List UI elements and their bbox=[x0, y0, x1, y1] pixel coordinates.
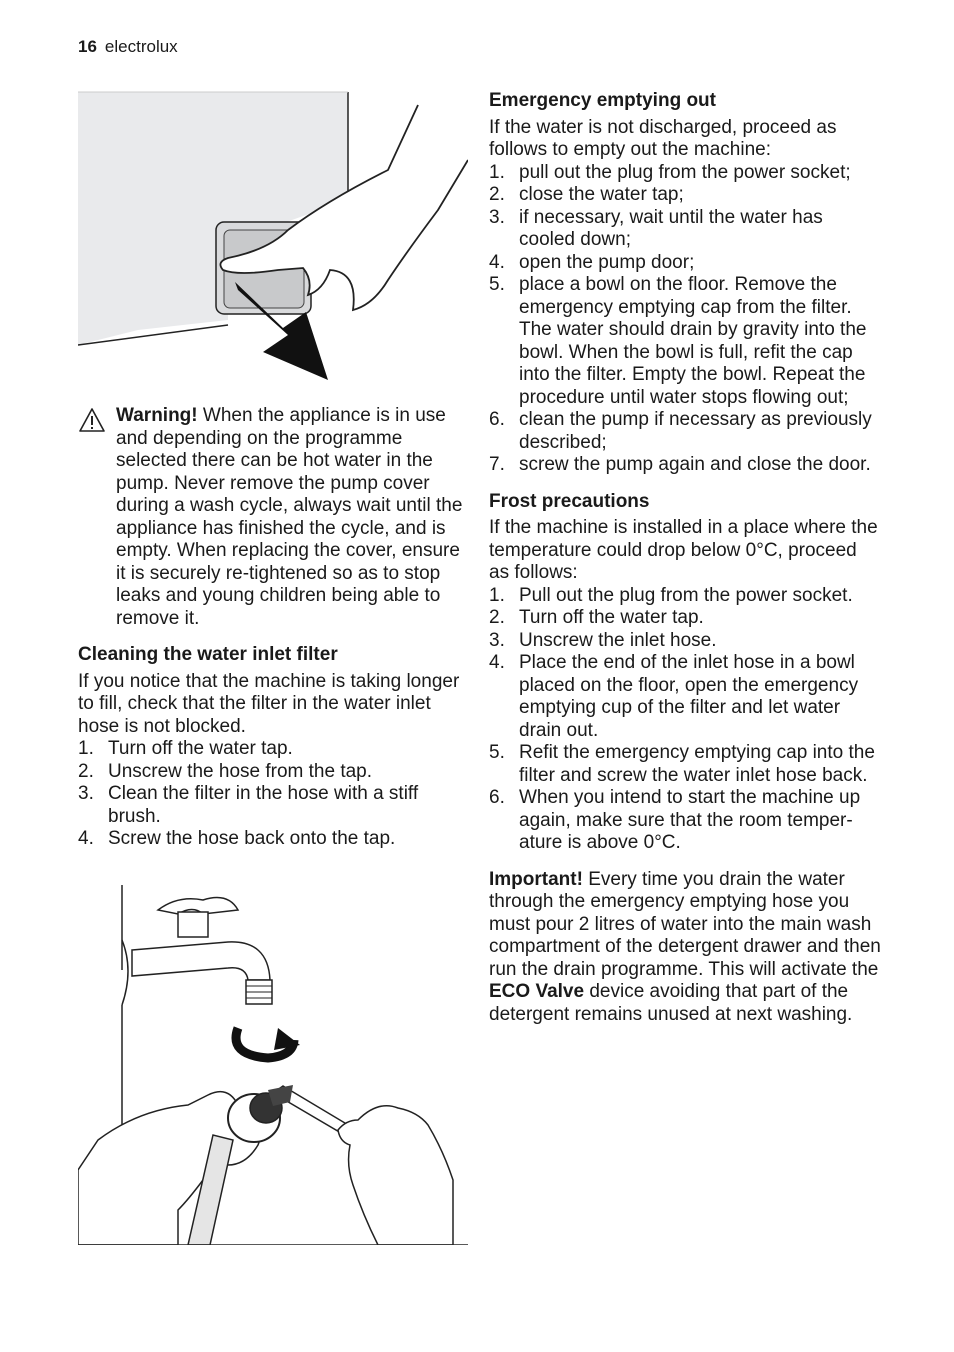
important-label: Important! bbox=[489, 868, 583, 890]
important-note bbox=[489, 869, 881, 1027]
frost-intro: If the machine is installed in a place where the temperature could drop below 0°C, proceed as follows: bbox=[489, 517, 878, 583]
eco-valve-label: ECO Valve bbox=[489, 981, 585, 1002]
pump-door-illustration bbox=[78, 90, 468, 380]
list-item: 6. clean the pump if necessary as previously described; bbox=[489, 409, 872, 453]
warning-text bbox=[116, 405, 466, 630]
list-item: 5. Refit the emergency emptying cap into the filter and screw the water inlet hose back. bbox=[489, 742, 875, 786]
page-number: 16 bbox=[78, 37, 97, 56]
warning-block bbox=[78, 405, 466, 630]
list-item: 2. Turn off the water tap. bbox=[489, 607, 704, 628]
frost-title: Frost precautions bbox=[489, 490, 650, 512]
list-item: 6. When you intend to start the machine up again, make sure that the room temper-ature is above 0°C. bbox=[489, 787, 861, 853]
emergency-intro: If the water is not discharged, proceed as follows to empty out the machine: bbox=[489, 116, 837, 160]
section-frost bbox=[489, 491, 881, 855]
list-item: 2. close the water tap; bbox=[489, 184, 684, 205]
frost-steps bbox=[489, 585, 881, 855]
list-item: 1. pull out the plug from the power socket; bbox=[489, 161, 851, 183]
brand-name: electrolux bbox=[104, 37, 178, 56]
inlet-filter-title: Cleaning the water inlet filter bbox=[78, 644, 338, 665]
left-column bbox=[78, 405, 466, 851]
section-inlet-filter bbox=[78, 644, 466, 851]
right-column bbox=[489, 90, 881, 1026]
list-item: 1. Turn off the water tap. bbox=[78, 738, 293, 759]
warning-body: When the appliance is in use and depending on the programme selected there can be hot water in the pump. Never remove the pump cover during a wash cycle, always wait until the appliance has finished the cycle, and is empty. When replacing the cover, ensure it is securely re-tightened so as to stop leaks and young children being able to remove it. bbox=[116, 405, 463, 629]
tap-filter-cleaning-illustration bbox=[78, 880, 468, 1245]
inlet-filter-intro: If you notice that the machine is taking longer to fill, check that the filter in the water inlet hose is not blocked. bbox=[78, 670, 460, 737]
list-item: 4. open the pump door; bbox=[489, 251, 695, 273]
warning-triangle-icon bbox=[78, 407, 106, 433]
inlet-filter-steps bbox=[78, 738, 466, 851]
list-item: 1. Pull out the plug from the power socket. bbox=[489, 584, 853, 606]
emergency-title: Emergency emptying out bbox=[489, 90, 716, 111]
list-item: 3. Clean the filter in the hose with a stiff brush. bbox=[78, 783, 419, 827]
list-item: 3. if necessary, wait until the water has cooled down; bbox=[489, 206, 823, 250]
warning-label: Warning! bbox=[116, 405, 198, 426]
list-item: 5. place a bowl on the floor. Remove the emergency emptying cap from the filter. The water should drain by gravity into the bowl. When the bowl is full, refit the cap into the filter. Empty the bowl. Repeat the procedure until water stops flowing out; bbox=[489, 274, 867, 408]
page-header bbox=[78, 37, 178, 57]
list-item: 4. Screw the hose back onto the tap. bbox=[78, 828, 396, 849]
list-item: 4. Place the end of the inlet hose in a bowl placed on the floor, open the emergency emptying cup of the filter and let water drain out. bbox=[489, 652, 859, 741]
list-item: 7. screw the pump again and close the door. bbox=[489, 454, 871, 475]
list-item: 3. Unscrew the inlet hose. bbox=[489, 629, 717, 651]
section-emergency bbox=[489, 90, 881, 477]
emergency-steps bbox=[489, 162, 881, 477]
list-item: 2. Unscrew the hose from the tap. bbox=[78, 760, 373, 782]
important-text: Important! Every time you drain the water through the emergency emptying hose you must pour 2 litres of water into the main wash compartment of the detergent drawer and then run the drain programme. This will activate the ECO Valve device avoiding that part of the detergent remains unused at next washing. bbox=[489, 868, 881, 1025]
